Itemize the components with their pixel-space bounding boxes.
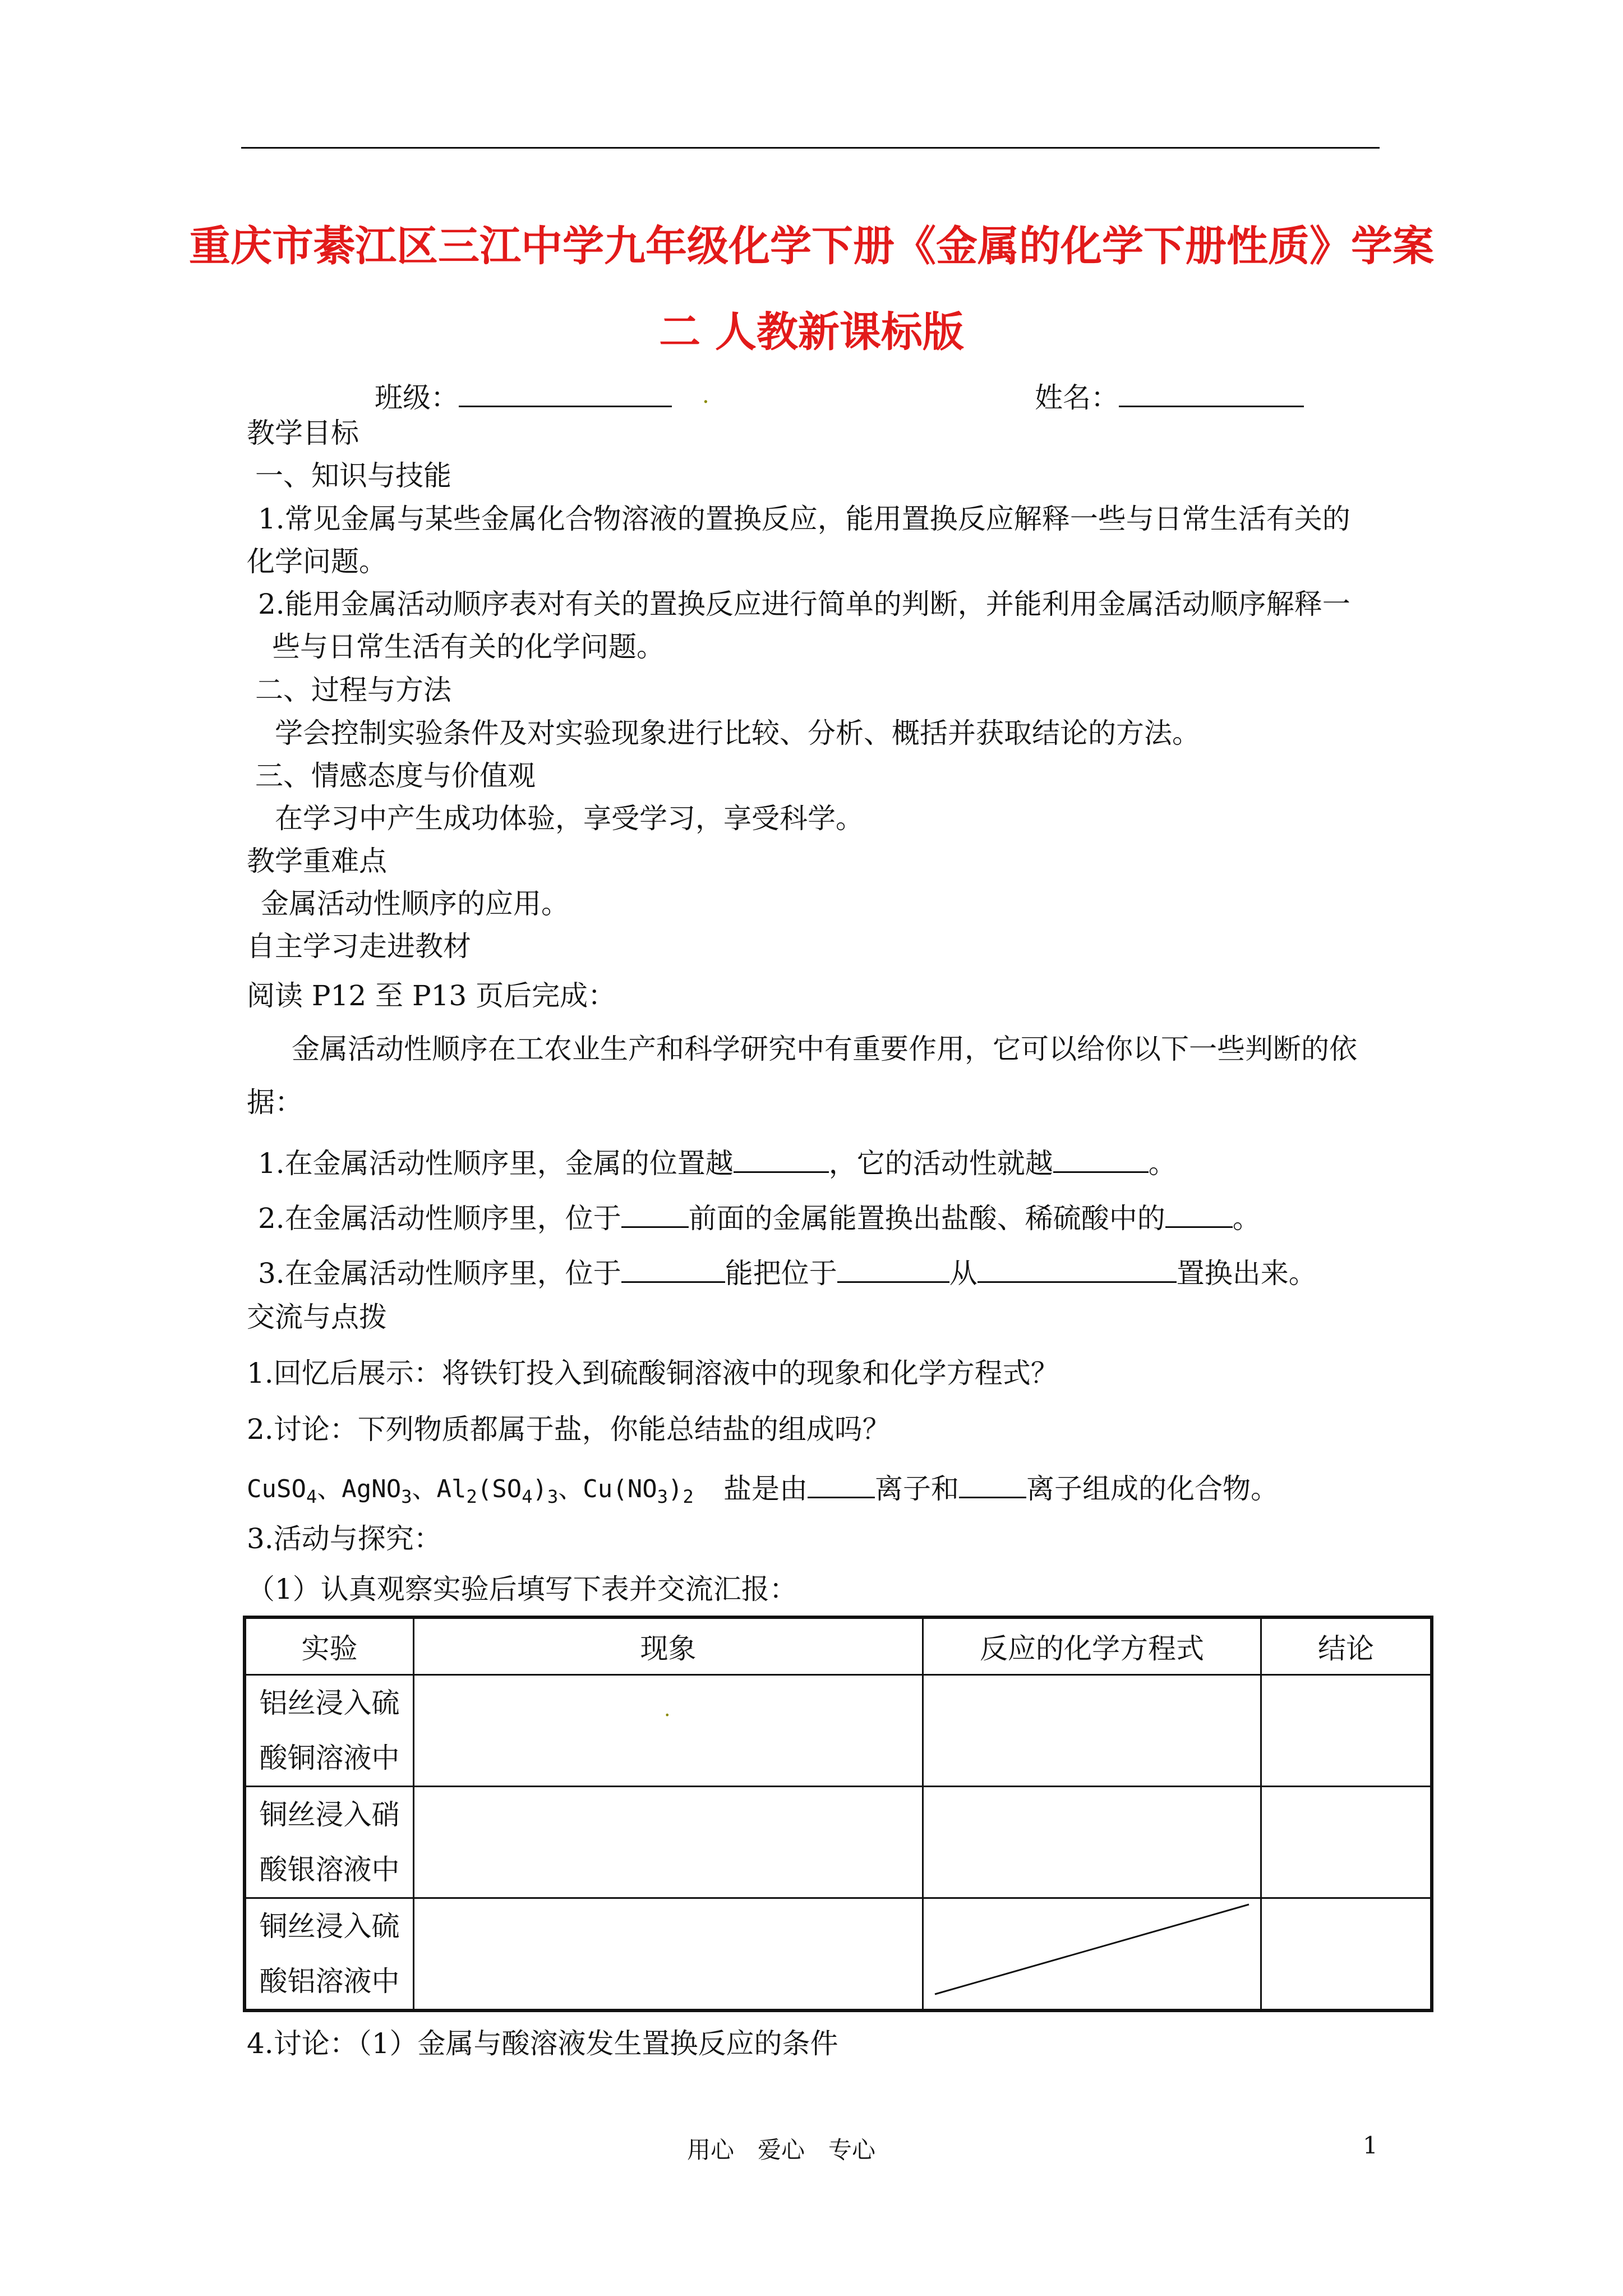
- salt-cuno32: 、Cu(NO: [558, 1475, 657, 1503]
- knowledge-item-1-line2: 化学问题。: [247, 545, 387, 578]
- question-3-blank-2[interactable]: [837, 1254, 949, 1283]
- class-label: 班级：: [375, 381, 459, 414]
- key-text: 金属活动性顺序的应用。: [261, 887, 569, 920]
- phenomenon-cell[interactable]: [414, 1787, 923, 1898]
- salt-question: [723, 1470, 1279, 1503]
- header-experiment: 实验: [245, 1617, 414, 1675]
- class-blank[interactable]: [459, 379, 672, 407]
- formula-part: ): [532, 1475, 547, 1503]
- question-2-text-a: 2.在金属活动性顺序里，位于: [258, 1202, 621, 1235]
- subscript: 4: [522, 1486, 533, 1507]
- salt-agno3: 、AgNO: [317, 1475, 402, 1503]
- question-2-text-c: 。: [1232, 1202, 1261, 1235]
- subscript: 2: [466, 1486, 477, 1507]
- name-blank[interactable]: [1119, 379, 1304, 407]
- salt-formulas: [247, 1469, 694, 1507]
- salt-question-text-b: 离子和: [875, 1473, 959, 1505]
- salt-cuso4: CuSO: [247, 1475, 306, 1503]
- question-1-text-a: 1.在金属活动性顺序里，金属的位置越: [258, 1147, 734, 1180]
- name-label: 姓名：: [1035, 381, 1119, 414]
- subscript: 3: [401, 1486, 412, 1507]
- equation-cell[interactable]: [923, 1787, 1261, 1898]
- formula-part: ): [667, 1475, 683, 1503]
- subscript: 2: [683, 1486, 694, 1507]
- subscript: 4: [306, 1486, 317, 1507]
- question-2-blank-1[interactable]: [621, 1199, 689, 1228]
- experiment-line: 铜丝浸入硫: [259, 1910, 400, 1943]
- question-3-text-a: 3.在金属活动性顺序里，位于: [258, 1257, 621, 1290]
- goals-heading: 教学目标: [247, 417, 359, 449]
- question-1: [258, 1144, 1177, 1180]
- conclusion-cell[interactable]: [1261, 1898, 1432, 2011]
- knowledge-item-2-line2: 些与日常生活有关的化学问题。: [272, 631, 665, 663]
- salt-blank-2[interactable]: [959, 1470, 1026, 1498]
- reading-instruction: 阅读 P12 至 P13 页后完成：: [247, 979, 616, 1012]
- process-heading: 二、过程与方法: [255, 674, 451, 706]
- phenomenon-cell[interactable]: [414, 1898, 923, 2011]
- knowledge-item-2-line1: 2.能用金属活动顺序表对有关的置换反应进行简单的判断，并能利用金属活动顺序解释一: [258, 588, 1350, 620]
- footer-motto: 用心 爱心 专心: [687, 2136, 876, 2164]
- self-study-heading: 自主学习走进教材: [247, 930, 471, 963]
- question-2-blank-2[interactable]: [1165, 1199, 1233, 1228]
- question-1-text-c: 。: [1148, 1147, 1177, 1180]
- class-field: [375, 379, 672, 412]
- exchange-item-3-1: （1）认真观察实验后填写下表并交流汇报：: [247, 1573, 797, 1605]
- header-equation: 反应的化学方程式: [923, 1617, 1261, 1675]
- subscript: 3: [657, 1486, 668, 1507]
- salt-question-text-c: 离子组成的化合物。: [1026, 1473, 1279, 1505]
- exchange-item-2: 2.讨论：下列物质都属于盐，你能总结盐的组成吗？: [247, 1413, 891, 1446]
- question-3-blank-1[interactable]: [621, 1254, 725, 1283]
- experiment-line: 酸银溶液中: [259, 1853, 400, 1886]
- header-conclusion: 结论: [1261, 1617, 1432, 1675]
- header-rule: [241, 147, 1380, 149]
- emotion-heading: 三、情感态度与价值观: [255, 760, 536, 792]
- salt-question-text-a: 盐是由: [723, 1473, 808, 1505]
- discussion-item-4: 4.讨论：（1）金属与酸溶液发生置换反应的条件: [247, 2027, 838, 2060]
- question-2: [258, 1199, 1261, 1235]
- question-1-text-b: ，它的活动性就越: [828, 1147, 1053, 1180]
- experiment-table: [243, 1616, 1433, 2012]
- conclusion-cell[interactable]: [1261, 1787, 1432, 1898]
- question-3-text-b: 能把位于: [725, 1257, 837, 1290]
- page-number: 1: [1363, 2132, 1378, 2159]
- name-field: [1035, 379, 1304, 412]
- phenomenon-cell[interactable]: [414, 1675, 923, 1787]
- experiment-cell: [245, 1787, 414, 1898]
- salt-blank-1[interactable]: [808, 1470, 875, 1498]
- equation-cell[interactable]: [923, 1675, 1261, 1787]
- table-row: [245, 1675, 1432, 1787]
- stray-dot: .: [702, 383, 709, 408]
- process-text: 学会控制实验条件及对实验现象进行比较、分析、概括并获取结论的方法。: [275, 717, 1200, 749]
- knowledge-item-1-line1: 1.常见金属与某些金属化合物溶液的置换反应，能用置换反应解释一些与日常生活有关的: [258, 503, 1350, 535]
- experiment-line: 铝丝浸入硫: [259, 1687, 400, 1719]
- equation-cell-crossed: [923, 1898, 1261, 2011]
- table-header-row: [245, 1617, 1432, 1675]
- question-1-blank-2[interactable]: [1053, 1144, 1149, 1173]
- stray-dot: .: [664, 1698, 671, 1721]
- intro-line2: 据：: [247, 1086, 303, 1119]
- page-title-line1: 重庆市綦江区三江中学九年级化学下册《金属的化学下册性质》学案: [189, 222, 1434, 270]
- experiment-cell: [245, 1898, 414, 2011]
- formula-part: (SO: [477, 1475, 522, 1503]
- salt-al2so43: 、Al: [412, 1475, 467, 1503]
- table-row: [245, 1898, 1432, 2011]
- page-title-line2: 二 人教新课标版: [659, 308, 964, 356]
- table-row: [245, 1787, 1432, 1898]
- question-3-blank-3[interactable]: [978, 1254, 1177, 1283]
- question-1-blank-1[interactable]: [734, 1144, 829, 1173]
- exchange-item-1: 1.回忆后展示：将铁钉投入到硫酸铜溶液中的现象和化学方程式？: [247, 1357, 1059, 1389]
- knowledge-heading: 一、知识与技能: [255, 459, 451, 492]
- question-3-text-d: 置换出来。: [1176, 1257, 1317, 1290]
- exchange-heading: 交流与点拨: [247, 1301, 387, 1333]
- question-3: [258, 1254, 1317, 1290]
- intro-line1: 金属活动性顺序在工农业生产和科学研究中有重要作用，它可以给你以下一些判断的依: [292, 1033, 1357, 1065]
- exchange-item-3: 3.活动与探究：: [247, 1522, 442, 1555]
- header-phenomenon: 现象: [414, 1617, 923, 1675]
- diagonal-strike-line: [924, 1899, 1260, 2009]
- experiment-line: 酸铝溶液中: [259, 1965, 400, 1998]
- question-3-text-c: 从: [949, 1257, 978, 1290]
- conclusion-cell[interactable]: [1261, 1675, 1432, 1787]
- key-heading: 教学重难点: [247, 845, 387, 877]
- subscript: 3: [547, 1486, 559, 1507]
- question-2-text-b: 前面的金属能置换出盐酸、稀硫酸中的: [688, 1202, 1165, 1235]
- experiment-line: 铜丝浸入硝: [259, 1798, 400, 1831]
- emotion-text: 在学习中产生成功体验，享受学习，享受科学。: [275, 802, 864, 835]
- experiment-cell: [245, 1675, 414, 1787]
- experiment-line: 酸铜溶液中: [259, 1742, 400, 1774]
